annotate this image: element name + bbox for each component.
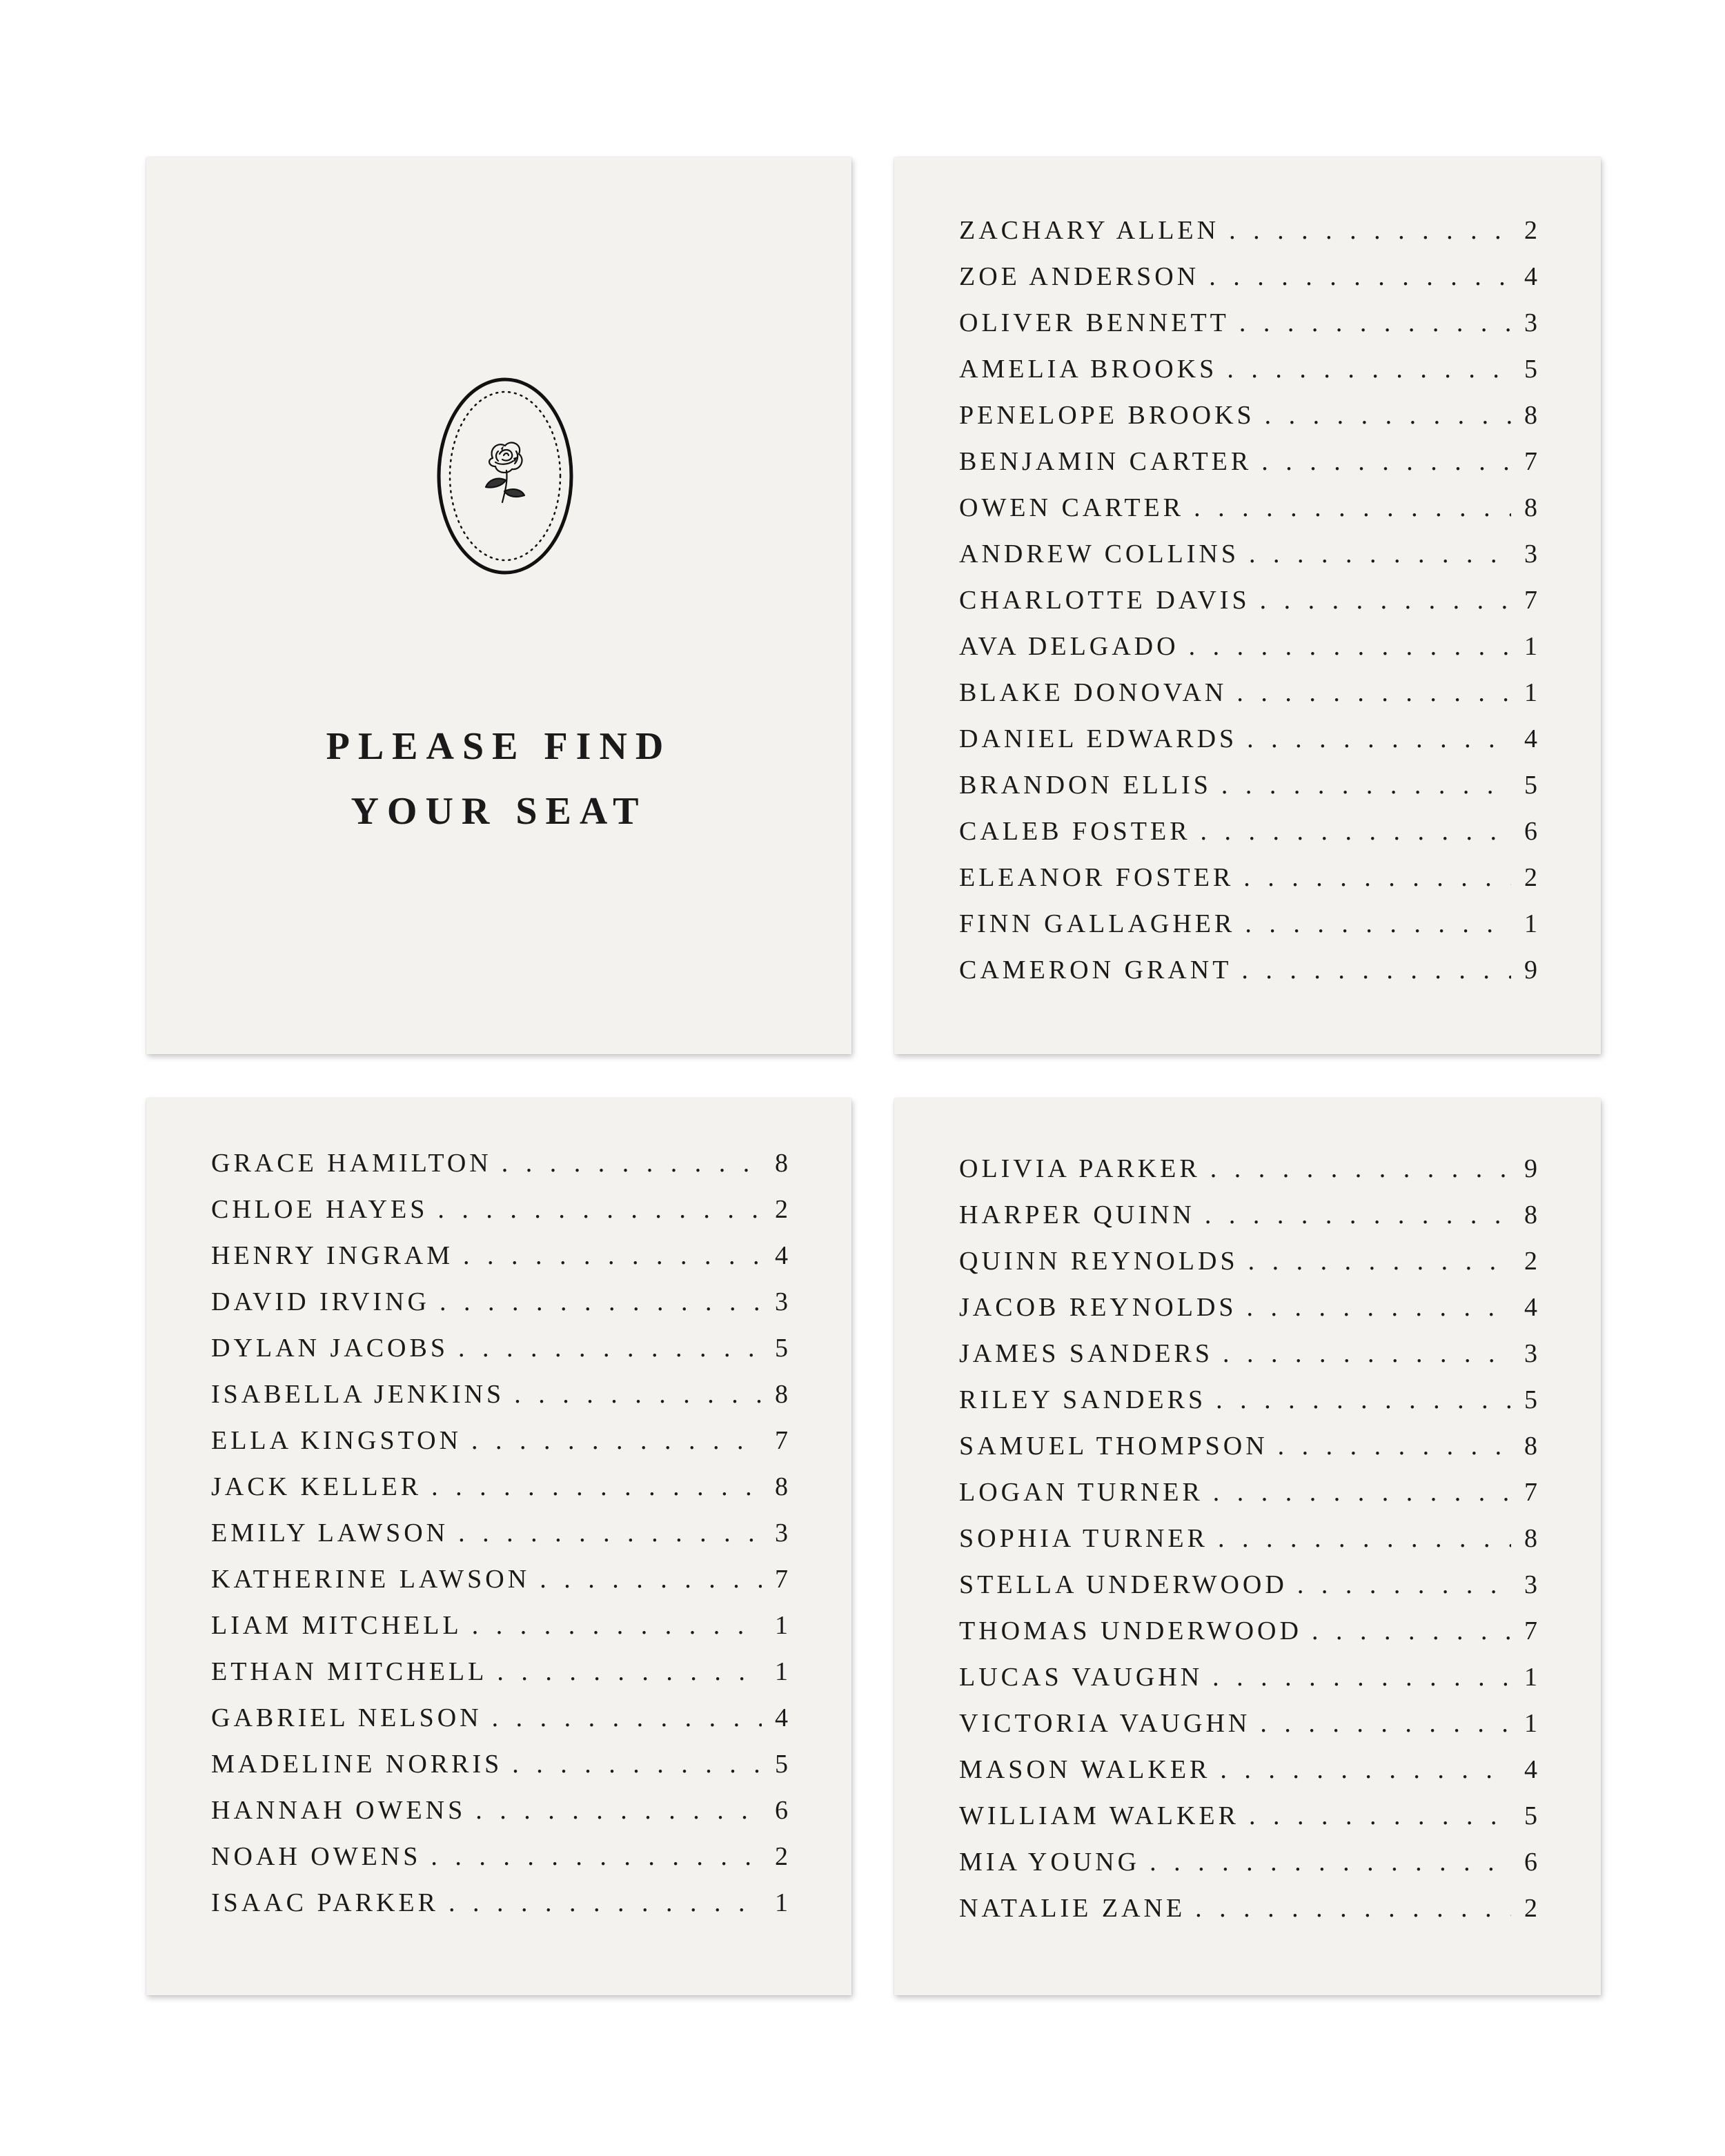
guest-list bbox=[959, 1154, 1537, 1939]
guest-name: ISAAC PARKER bbox=[211, 1888, 439, 1917]
guest-row bbox=[959, 1338, 1537, 1385]
dot-leader bbox=[1237, 724, 1511, 754]
guest-list bbox=[211, 1148, 788, 1934]
guest-name: LOGAN TURNER bbox=[959, 1478, 1203, 1507]
dot-leader bbox=[448, 1518, 762, 1548]
guest-row bbox=[959, 261, 1537, 308]
guest-name: THOMAS UNDERWOOD bbox=[959, 1616, 1302, 1645]
dot-leader bbox=[1184, 493, 1511, 523]
dot-leader bbox=[1140, 1847, 1511, 1877]
guest-row bbox=[959, 308, 1537, 354]
guest-name: AMELIA BROOKS bbox=[959, 355, 1218, 384]
table-number: 2 bbox=[1524, 1247, 1537, 1276]
table-number: 3 bbox=[775, 1519, 788, 1547]
guest-name: OWEN CARTER bbox=[959, 493, 1185, 522]
table-number: 3 bbox=[775, 1287, 788, 1316]
guest-row bbox=[211, 1333, 788, 1379]
guest-row bbox=[959, 1801, 1537, 1847]
table-number: 1 bbox=[1524, 909, 1537, 938]
table-number: 1 bbox=[1524, 678, 1537, 707]
table-number: 7 bbox=[775, 1565, 788, 1594]
heading-line-2: YOUR SEAT bbox=[351, 790, 647, 833]
table-number: 7 bbox=[1524, 1616, 1537, 1645]
table-number: 1 bbox=[775, 1657, 788, 1686]
table-number: 5 bbox=[1524, 1385, 1537, 1414]
table-number: 4 bbox=[775, 1703, 788, 1732]
guest-row bbox=[959, 1893, 1537, 1939]
table-number: 8 bbox=[1524, 1200, 1537, 1229]
guest-name: DANIEL EDWARDS bbox=[959, 724, 1238, 753]
title-card bbox=[146, 157, 851, 1054]
guest-row bbox=[959, 215, 1537, 261]
guest-name: KATHERINE LAWSON bbox=[211, 1565, 531, 1594]
guest-name: LIAM MITCHELL bbox=[211, 1611, 462, 1640]
guest-row bbox=[959, 862, 1537, 909]
guest-name: DAVID IRVING bbox=[211, 1287, 430, 1316]
dot-leader bbox=[1208, 1523, 1511, 1554]
guest-name: LUCAS VAUGHN bbox=[959, 1663, 1203, 1692]
guest-row bbox=[959, 1662, 1537, 1708]
table-number: 1 bbox=[775, 1888, 788, 1917]
guest-name: JAMES SANDERS bbox=[959, 1339, 1214, 1368]
guest-name: CHLOE HAYES bbox=[211, 1195, 428, 1224]
table-number: 1 bbox=[1524, 632, 1537, 661]
guest-row bbox=[959, 493, 1537, 539]
guest-row bbox=[959, 585, 1537, 631]
rose-in-oval-icon bbox=[436, 377, 574, 575]
table-number: 1 bbox=[1524, 1709, 1537, 1738]
guest-row bbox=[959, 1292, 1537, 1338]
dot-leader bbox=[504, 1379, 762, 1410]
guest-row bbox=[211, 1194, 788, 1240]
dot-leader bbox=[422, 1472, 762, 1502]
dot-leader bbox=[1227, 678, 1511, 708]
guest-row bbox=[959, 446, 1537, 493]
dot-leader bbox=[462, 1425, 762, 1456]
guest-list bbox=[959, 215, 1537, 1001]
dot-leader bbox=[1185, 1893, 1511, 1923]
table-number: 8 bbox=[775, 1149, 788, 1178]
guest-row bbox=[211, 1841, 788, 1888]
guest-name: OLIVIA PARKER bbox=[959, 1154, 1201, 1183]
guest-name: CAMERON GRANT bbox=[959, 956, 1232, 985]
guest-row bbox=[959, 678, 1537, 724]
guest-row bbox=[959, 1431, 1537, 1477]
guest-name: SAMUEL THOMPSON bbox=[959, 1432, 1268, 1461]
dot-leader bbox=[1212, 770, 1511, 800]
table-number: 6 bbox=[1524, 1848, 1537, 1877]
heading-line-1: PLEASE FIND bbox=[326, 725, 672, 768]
dot-leader bbox=[482, 1703, 762, 1733]
guest-row bbox=[959, 1154, 1537, 1200]
table-number: 4 bbox=[1524, 262, 1537, 291]
table-number: 4 bbox=[1524, 1293, 1537, 1322]
dot-leader bbox=[492, 1148, 762, 1178]
guest-row bbox=[959, 1570, 1537, 1616]
guest-row bbox=[211, 1703, 788, 1749]
dot-leader bbox=[428, 1194, 762, 1225]
table-number: 2 bbox=[1524, 216, 1537, 245]
dot-leader bbox=[1195, 1200, 1511, 1230]
table-number: 6 bbox=[1524, 817, 1537, 846]
guest-row bbox=[211, 1148, 788, 1194]
table-number: 3 bbox=[1524, 1339, 1537, 1368]
guest-name: ELEANOR FOSTER bbox=[959, 863, 1234, 892]
guest-name: NOAH OWENS bbox=[211, 1842, 422, 1871]
guest-name: MASON WALKER bbox=[959, 1755, 1211, 1784]
table-number: 4 bbox=[1524, 724, 1537, 753]
dot-leader bbox=[421, 1841, 762, 1872]
dot-leader bbox=[1250, 585, 1511, 615]
dot-leader bbox=[1206, 1385, 1511, 1415]
guest-name: GRACE HAMILTON bbox=[211, 1149, 492, 1178]
dot-leader bbox=[1252, 446, 1511, 477]
table-number: 4 bbox=[775, 1241, 788, 1270]
guest-row bbox=[959, 1523, 1537, 1570]
table-number: 5 bbox=[1524, 771, 1537, 800]
guest-name: NATALIE ZANE bbox=[959, 1894, 1186, 1923]
dot-leader bbox=[1232, 955, 1511, 985]
guest-name: ANDREW COLLINS bbox=[959, 540, 1240, 568]
guest-name: BRANDON ELLIS bbox=[959, 771, 1212, 800]
guest-row bbox=[959, 1754, 1537, 1801]
dot-leader bbox=[502, 1749, 762, 1779]
dot-leader bbox=[1199, 261, 1511, 292]
guest-name: AVA DELGADO bbox=[959, 632, 1179, 661]
guest-row bbox=[211, 1287, 788, 1333]
guest-name: STELLA UNDERWOOD bbox=[959, 1570, 1288, 1599]
guest-name: OLIVER BENNETT bbox=[959, 308, 1230, 337]
table-number: 9 bbox=[1524, 956, 1537, 985]
guest-name: CHARLOTTE DAVIS bbox=[959, 586, 1250, 615]
guest-name: BENJAMIN CARTER bbox=[959, 447, 1252, 476]
guest-name: JACOB REYNOLDS bbox=[959, 1293, 1237, 1322]
dot-leader bbox=[1230, 308, 1511, 338]
table-number: 2 bbox=[1524, 1894, 1537, 1923]
dot-leader bbox=[1217, 354, 1511, 384]
dot-leader bbox=[439, 1888, 762, 1918]
dot-leader bbox=[1191, 816, 1511, 847]
dot-leader bbox=[1302, 1616, 1511, 1646]
table-number: 8 bbox=[1524, 1432, 1537, 1461]
guest-row bbox=[211, 1518, 788, 1564]
guest-name: ZACHARY ALLEN bbox=[959, 216, 1220, 245]
dot-leader bbox=[453, 1240, 762, 1271]
dot-leader bbox=[462, 1610, 762, 1641]
table-number: 7 bbox=[1524, 447, 1537, 476]
guest-name: DYLAN JACOBS bbox=[211, 1334, 448, 1363]
dot-leader bbox=[1255, 400, 1511, 431]
table-number: 8 bbox=[775, 1380, 788, 1409]
table-number: 7 bbox=[775, 1426, 788, 1455]
table-number: 4 bbox=[1524, 1755, 1537, 1784]
guest-row bbox=[959, 1477, 1537, 1523]
table-number: 8 bbox=[1524, 401, 1537, 430]
guest-row bbox=[211, 1240, 788, 1287]
table-number: 3 bbox=[1524, 540, 1537, 568]
dot-leader bbox=[1210, 1754, 1511, 1785]
guest-name: HENRY INGRAM bbox=[211, 1241, 453, 1270]
guest-name: JACK KELLER bbox=[211, 1472, 422, 1501]
guest-row bbox=[959, 770, 1537, 816]
table-number: 8 bbox=[1524, 493, 1537, 522]
guest-row bbox=[959, 955, 1537, 1001]
table-number: 8 bbox=[1524, 1524, 1537, 1553]
guest-name: SOPHIA TURNER bbox=[959, 1524, 1208, 1553]
guest-name: QUINN REYNOLDS bbox=[959, 1247, 1239, 1276]
dot-leader bbox=[1235, 909, 1511, 939]
guest-row bbox=[211, 1749, 788, 1795]
guest-row bbox=[959, 1847, 1537, 1893]
dot-leader bbox=[466, 1795, 762, 1826]
guest-row bbox=[959, 631, 1537, 678]
table-number: 7 bbox=[1524, 1478, 1537, 1507]
table-number: 2 bbox=[775, 1195, 788, 1224]
guest-row bbox=[959, 1200, 1537, 1246]
dot-leader bbox=[1239, 1246, 1511, 1276]
guest-card-1 bbox=[894, 157, 1601, 1054]
guest-name: HANNAH OWENS bbox=[211, 1796, 466, 1825]
guest-name: BLAKE DONOVAN bbox=[959, 678, 1228, 707]
table-number: 1 bbox=[775, 1611, 788, 1640]
guest-name: HARPER QUINN bbox=[959, 1200, 1195, 1229]
table-number: 3 bbox=[1524, 308, 1537, 337]
dot-leader bbox=[1179, 631, 1511, 662]
table-number: 9 bbox=[1524, 1154, 1537, 1183]
dot-leader bbox=[1268, 1431, 1511, 1461]
dot-leader bbox=[1213, 1338, 1511, 1369]
guest-name: MIA YOUNG bbox=[959, 1848, 1141, 1877]
guest-row bbox=[959, 1708, 1537, 1754]
guest-name: GABRIEL NELSON bbox=[211, 1703, 482, 1732]
guest-row bbox=[211, 1795, 788, 1841]
table-number: 5 bbox=[1524, 355, 1537, 384]
dot-leader bbox=[1203, 1477, 1511, 1507]
guest-row bbox=[211, 1564, 788, 1610]
guest-row bbox=[211, 1472, 788, 1518]
guest-row bbox=[959, 1385, 1537, 1431]
table-number: 2 bbox=[775, 1842, 788, 1871]
guest-name: MADELINE NORRIS bbox=[211, 1750, 503, 1779]
guest-row bbox=[959, 539, 1537, 585]
dot-leader bbox=[1288, 1570, 1511, 1600]
guest-card-2 bbox=[146, 1098, 851, 1995]
guest-name: RILEY SANDERS bbox=[959, 1385, 1207, 1414]
dot-leader bbox=[1239, 1801, 1511, 1831]
dot-leader bbox=[1219, 215, 1511, 246]
guest-row bbox=[211, 1379, 788, 1425]
guest-row bbox=[211, 1656, 788, 1703]
guest-row bbox=[959, 816, 1537, 862]
guest-name: WILLIAM WALKER bbox=[959, 1801, 1239, 1830]
guest-row bbox=[959, 400, 1537, 446]
guest-row bbox=[211, 1425, 788, 1472]
dot-leader bbox=[448, 1333, 762, 1363]
dot-leader bbox=[1203, 1662, 1511, 1692]
table-number: 2 bbox=[1524, 863, 1537, 892]
guest-name: PENELOPE BROOKS bbox=[959, 401, 1255, 430]
guest-name: CALEB FOSTER bbox=[959, 817, 1191, 846]
dot-leader bbox=[1201, 1154, 1511, 1184]
guest-name: FINN GALLAGHER bbox=[959, 909, 1236, 938]
guest-name: ZOE ANDERSON bbox=[959, 262, 1200, 291]
dot-leader bbox=[1239, 539, 1511, 569]
dot-leader bbox=[1250, 1708, 1511, 1739]
table-number: 5 bbox=[775, 1750, 788, 1779]
guest-row bbox=[959, 1616, 1537, 1662]
table-number: 1 bbox=[1524, 1663, 1537, 1692]
guest-name: EMILY LAWSON bbox=[211, 1519, 449, 1547]
dot-leader bbox=[430, 1287, 762, 1317]
table-number: 8 bbox=[775, 1472, 788, 1501]
guest-row bbox=[211, 1888, 788, 1934]
guest-name: ISABELLA JENKINS bbox=[211, 1380, 505, 1409]
guest-row bbox=[211, 1610, 788, 1656]
table-number: 6 bbox=[775, 1796, 788, 1825]
dot-leader bbox=[1237, 1292, 1511, 1323]
guest-name: ETHAN MITCHELL bbox=[211, 1657, 488, 1686]
guest-row bbox=[959, 724, 1537, 770]
guest-name: ELLA KINGSTON bbox=[211, 1426, 462, 1455]
dot-leader bbox=[1234, 862, 1511, 893]
table-number: 3 bbox=[1524, 1570, 1537, 1599]
guest-row bbox=[959, 354, 1537, 400]
guest-name: VICTORIA VAUGHN bbox=[959, 1709, 1251, 1738]
table-number: 5 bbox=[775, 1334, 788, 1363]
dot-leader bbox=[530, 1564, 762, 1594]
guest-row bbox=[959, 1246, 1537, 1292]
table-number: 7 bbox=[1524, 586, 1537, 615]
table-number: 5 bbox=[1524, 1801, 1537, 1830]
dot-leader bbox=[487, 1656, 762, 1687]
guest-row bbox=[959, 909, 1537, 955]
guest-card-3 bbox=[894, 1098, 1601, 1995]
